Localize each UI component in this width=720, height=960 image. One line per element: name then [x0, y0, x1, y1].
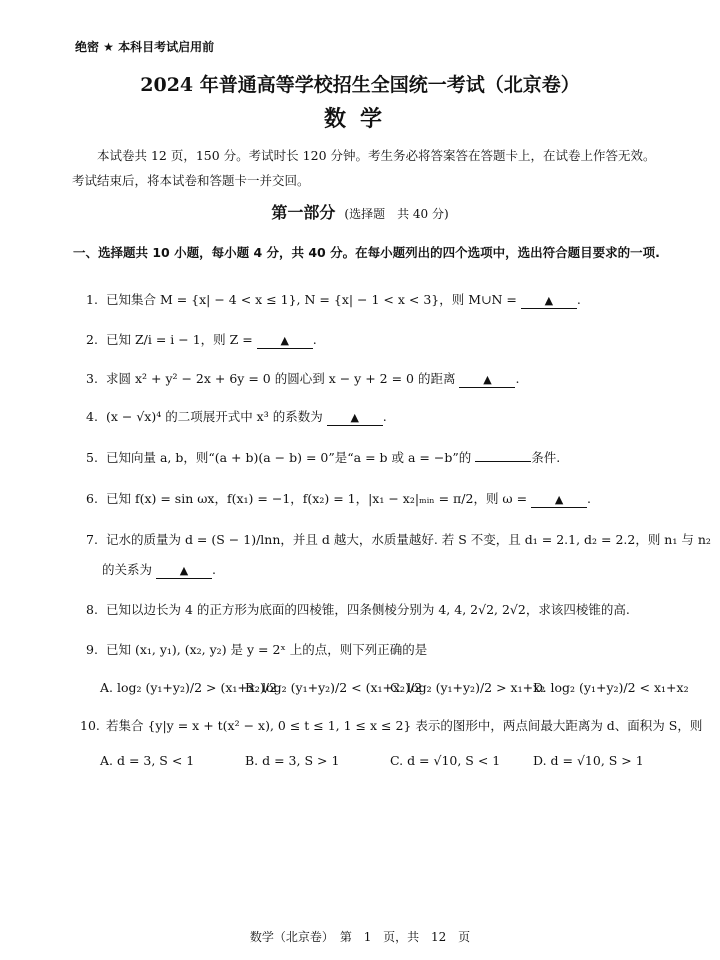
- question-7-continued: [102, 560, 702, 579]
- question-text: 已知向量 a, b，则“(a + b)(a − b) = 0”是“a = b 或 a = −b”的: [105, 450, 472, 465]
- option-d[interactable]: D. log₂ (y₁+y₂)/2 < x₁+x₂: [533, 680, 689, 695]
- exam-title: 2024 年普通高等学校招生全国统一考试（北京卷）: [140, 74, 580, 96]
- part-title: 第一部分: [271, 203, 336, 222]
- question-4: [86, 407, 686, 426]
- option-a[interactable]: A. d = 3, S < 1: [100, 753, 195, 768]
- question-tail: 条件.: [531, 450, 561, 465]
- part-heading: [0, 200, 720, 223]
- answer-blank[interactable]: [475, 461, 531, 462]
- question-tail: .: [312, 332, 317, 347]
- option-c[interactable]: C. log₂ (y₁+y₂)/2 > x₁+x₂: [390, 680, 546, 695]
- part-note: (选择题 共 40 分): [344, 207, 449, 221]
- question-1: [86, 290, 686, 309]
- answer-blank[interactable]: ▲: [521, 294, 577, 309]
- option-b[interactable]: B. d = 3, S > 1: [245, 753, 340, 768]
- question-text: (x − √x)⁴ 的二项展开式中 x³ 的系数为: [105, 409, 323, 424]
- option-b[interactable]: B. log₂ (y₁+y₂)/2 < (x₁+x₂)/2: [245, 680, 423, 695]
- answer-blank[interactable]: ▲: [327, 411, 383, 426]
- question-text: 已知以边长为 4 的正方形为底面的四棱锥，四条侧棱分别为 4, 4, 2√2, 2√2，求该四棱锥的高.: [105, 602, 630, 617]
- question-3: [86, 369, 686, 388]
- page-footer: 数学（北京卷） 第 1 页，共 12 页: [249, 930, 471, 944]
- answer-blank[interactable]: ▲: [531, 493, 587, 508]
- question-text: 若集合 {y|y = x + t(x² − x), 0 ≤ t ≤ 1, 1 ≤ x ≤ 2} 表示的图形中，两点间最大距离为 d、面积为 S，则: [105, 718, 703, 733]
- question-tail: .: [515, 371, 520, 386]
- answer-blank[interactable]: ▲: [459, 373, 515, 388]
- question-tail: .: [587, 491, 592, 506]
- question-2: [86, 330, 686, 349]
- section-heading: 一、选择题共 10 小题，每小题 4 分，共 40 分。在每小题列出的四个选项中，选出符合题目要求的一项.: [73, 245, 660, 260]
- option-c[interactable]: C. d = √10, S < 1: [390, 753, 501, 768]
- question-number: 8.: [86, 602, 98, 617]
- question-text: 已知 Z/i = i − 1，则 Z =: [105, 332, 253, 347]
- question-9: [86, 640, 686, 658]
- question-tail: .: [212, 562, 216, 577]
- question-number: 10.: [80, 718, 100, 733]
- question-tail: .: [576, 292, 581, 307]
- question-text: 求圆 x² + y² − 2x + 6y = 0 的圆心到 x − y + 2 = 0 的距离: [105, 371, 456, 386]
- question-number: 2.: [86, 332, 98, 347]
- exam-instructions: 本试卷共 12 页，150 分。考试时长 120 分钟。考生务必将答案答在答题卡上，在试卷上作答无效。考试结束后，将本试卷和答题卡一并交回。: [72, 148, 656, 188]
- question-7: [86, 530, 711, 548]
- option-a[interactable]: A. log₂ (y₁+y₂)/2 > (x₁+x₂)/2: [100, 680, 277, 695]
- question-number: 3.: [86, 371, 98, 386]
- question-tail: .: [382, 409, 387, 424]
- question-5: [86, 448, 686, 466]
- subject-title: 数学: [323, 106, 396, 132]
- question-text: 已知 f(x) = sin ωx，f(x₁) = −1，f(x₂) = 1，|x₁ − x₂|ₘᵢₙ = π/2，则 ω =: [105, 491, 528, 506]
- question-text: 已知 (x₁, y₁), (x₂, y₂) 是 y = 2ˣ 上的点，则下列正确的是: [105, 642, 428, 657]
- option-d[interactable]: D. d = √10, S > 1: [533, 753, 644, 768]
- question-number: 7.: [86, 532, 98, 547]
- answer-blank[interactable]: ▲: [257, 334, 313, 349]
- question-text: 已知集合 M = {x| − 4 < x ≤ 1}, N = {x| − 1 < x < 3}，则 M∪N =: [105, 292, 517, 307]
- question-10: [80, 716, 703, 734]
- question-number: 1.: [86, 292, 98, 307]
- question-number: 5.: [86, 450, 98, 465]
- question-8: [86, 600, 686, 618]
- answer-blank[interactable]: ▲: [156, 564, 212, 579]
- question-6: [86, 489, 686, 508]
- secret-mark: 绝密 ★ 本科目考试启用前: [75, 40, 215, 54]
- question-number: 6.: [86, 491, 98, 506]
- question-number: 4.: [86, 409, 98, 424]
- question-text: 记水的质量为 d = (S − 1)/lnn，并且 d 越大，水质量越好. 若 S 不变，且 d₁ = 2.1, d₂ = 2.2，则 n₁ 与 n₂: [105, 532, 711, 547]
- question-text: 的关系为: [102, 562, 153, 577]
- question-number: 9.: [86, 642, 98, 657]
